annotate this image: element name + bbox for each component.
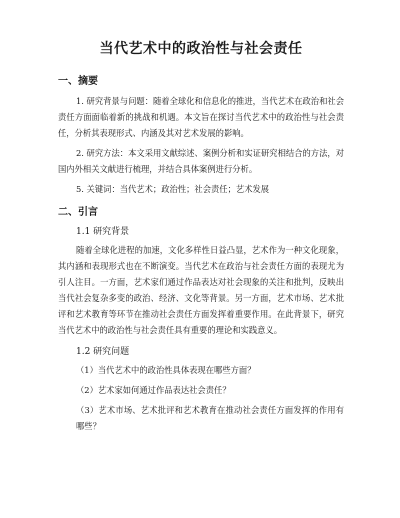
subsection-heading-background: 1.1 研究背景 (76, 227, 130, 237)
research-question-3: （3）艺术市场、艺术批评和艺术教育在推动社会责任方面发挥的作用有哪些？ (76, 405, 344, 431)
section-heading-abstract: 一、摘要 (58, 76, 98, 87)
document-title: 当代艺术中的政治性与社会责任 (99, 41, 303, 57)
abstract-paragraph-method: 2. 研究方法：本文采用文献综述、案例分析和实证研究相结合的方法，对国内外相关文献进行梳理，并结合具体案例进行分析。 (58, 148, 344, 174)
section-heading-introduction: 二、引言 (58, 207, 98, 218)
subsection-heading-questions: 1.2 研究问题 (76, 347, 130, 357)
research-question-1: （1）当代艺术中的政治性具体表现在哪些方面？ (76, 365, 256, 375)
introduction-paragraph-background: 随着全球化进程的加速，文化多样性日益凸显，艺术作为一种文化现象，其内涵和表现形式也在不断演变。当代艺术在政治与社会责任方面的表现尤为引人注目。一方面，艺术家们通过作品表达对社会现象的关注和批判，反映出当代社会复杂多变的政治、经济、文化等背景。另一方面，艺术市场、艺术批评和艺术教育等环节在推动社会责任方面发挥着重要作用。在此背景下，研究当代艺术中的政治性与社会责任具有重要的理论和实践意义。 (58, 245, 344, 335)
research-question-2: （2）艺术家如何通过作品表达社会责任？ (76, 385, 231, 395)
abstract-paragraph-background: 1. 研究背景与问题：随着全球化和信息化的推进，当代艺术在政治和社会责任方面面临着新的挑战和机遇。本文旨在探讨当代艺术中的政治性与社会责任，分析其表现形式、内涵及其对艺术发展的影响。 (58, 96, 344, 138)
abstract-paragraph-keywords: 5. 关键词：当代艺术；政治性；社会责任；艺术发展 (76, 184, 270, 194)
